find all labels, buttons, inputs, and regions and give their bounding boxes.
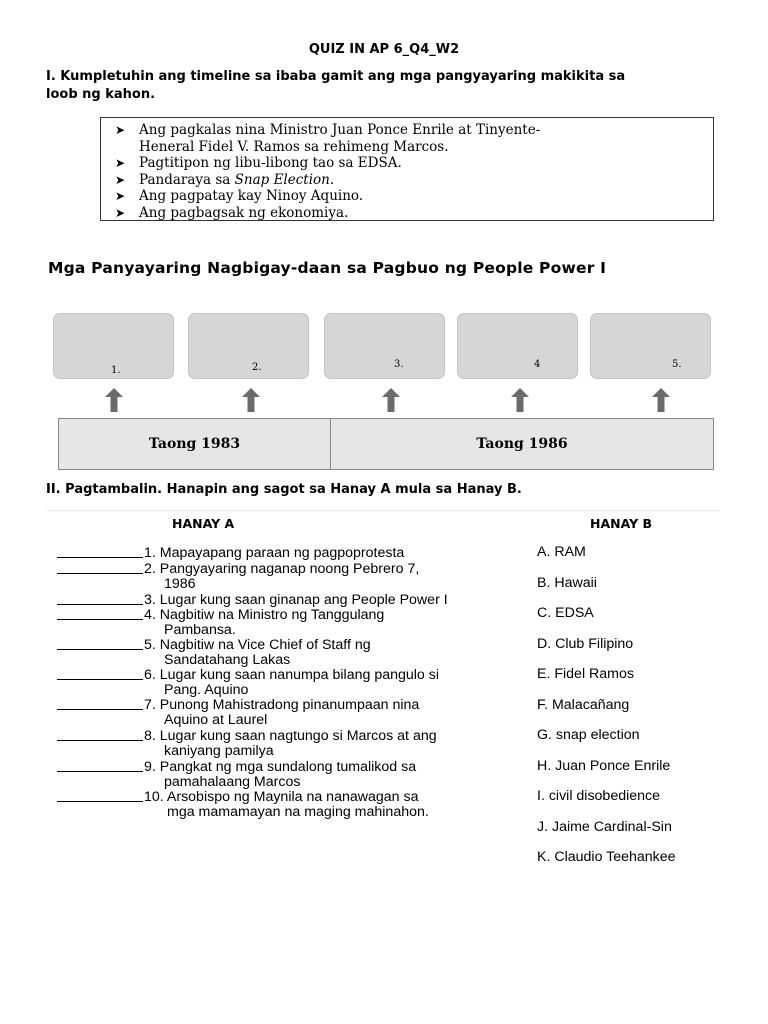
question-line1: 2. Pangyayaring naganap noong Pebrero 7, — [144, 561, 420, 577]
hanay-b-header: HANAY B — [590, 516, 653, 531]
timeline-box-3[interactable] — [324, 313, 445, 379]
question-line2: Pang. Aquino — [164, 682, 249, 698]
timeline-title: Mga Panyayaring Nagbigay-daan sa Pagbuo ng People Power I — [48, 259, 607, 277]
answer-option-h: H. Juan Ponce Enrile — [537, 758, 671, 774]
answer-blank[interactable] — [57, 790, 143, 802]
question-line1: 9. Pangkat ng mga sundalong tumalikod sa — [144, 759, 417, 775]
up-arrow-icon — [242, 388, 260, 412]
question-text — [144, 593, 516, 608]
choice-prefix: Pandaraya sa — [139, 171, 235, 188]
answer-option-c: C. EDSA — [537, 605, 594, 621]
choice-item — [115, 122, 705, 155]
question-line1: 3. Lugar kung saan ginanap ang People Power I — [144, 592, 448, 608]
answer-option-b: B. Hawaii — [537, 575, 597, 591]
question-item — [57, 667, 517, 698]
question-text — [144, 608, 516, 638]
answer-option-i: I. civil disobedience — [537, 788, 661, 804]
arrowhead-bullet-icon: ➤ — [115, 156, 126, 170]
timeline-box-2[interactable] — [188, 313, 309, 379]
question-item — [57, 728, 517, 759]
choice-text-line1: Ang pagkalas nina Ministro Juan Ponce Enrile at Tinyente- — [139, 122, 541, 138]
question-line1: 6. Lugar kung saan nanumpa bilang pangulo si — [144, 667, 440, 683]
question-text — [144, 790, 516, 820]
divider — [46, 510, 720, 511]
question-line1: 10. Arsobispo ng Maynila na nanawagan sa — [144, 789, 419, 805]
timeline-box-number: 2. — [252, 362, 262, 373]
choice-item — [115, 188, 705, 205]
choice-item — [115, 155, 705, 172]
part1-instruction-line2: loob ng kahon. — [46, 87, 156, 102]
question-text — [144, 546, 516, 561]
year-1986: Taong 1986 — [476, 436, 568, 452]
timeline-box-number: 5. — [672, 359, 682, 370]
choice-suffix: . — [329, 171, 335, 188]
question-line1: 5. Nagbitiw na Vice Chief of Staff ng — [144, 637, 371, 653]
choice-text-line2: Heneral Fidel V. Ramos sa rehimeng Marcos. — [139, 138, 449, 155]
choice-text: Ang pagbagsak ng ekonomiya. — [139, 204, 349, 221]
answer-blank[interactable] — [57, 562, 143, 574]
quiz-title: QUIZ IN AP 6_Q4_W2 — [308, 42, 460, 57]
answer-blank[interactable] — [57, 546, 143, 558]
question-line2: kaniyang pamilya — [164, 743, 274, 759]
answer-blank[interactable] — [57, 608, 143, 620]
answer-option-j: J. Jaime Cardinal-Sin — [537, 819, 672, 835]
timeline-box-5[interactable] — [590, 313, 711, 379]
question-item — [57, 637, 517, 668]
question-line1: 4. Nagbitiw na Ministro ng Tanggulang — [144, 607, 385, 623]
answer-option-a: A. RAM — [537, 544, 586, 560]
question-text — [144, 760, 516, 790]
question-line2: Aquino at Laurel — [164, 712, 268, 728]
question-line1: 1. Mapayapang paraan ng pagpoprotesta — [144, 545, 405, 561]
part2-instruction: II. Pagtambalin. Hanapin ang sagot sa Hanay A mula sa Hanay B. — [46, 482, 522, 497]
year-1983: Taong 1983 — [59, 419, 331, 469]
up-arrow-icon — [105, 388, 123, 412]
answer-blank[interactable] — [57, 668, 143, 680]
question-line2: Pambansa. — [164, 622, 236, 638]
answer-option-k: K. Claudio Teehankee — [537, 849, 676, 865]
timeline-box-number: 1. — [111, 365, 121, 376]
question-text — [144, 698, 516, 728]
answer-blank[interactable] — [57, 729, 143, 741]
up-arrow-icon — [382, 388, 400, 412]
arrowhead-bullet-icon: ➤ — [115, 123, 126, 137]
question-line1: 8. Lugar kung saan nagtungo si Marcos at ang — [144, 728, 437, 744]
question-line2: Sandatahang Lakas — [164, 652, 291, 668]
answer-blank[interactable] — [57, 638, 143, 650]
question-text — [144, 638, 516, 668]
question-line2: 1986 — [164, 576, 196, 592]
arrowhead-bullet-icon: ➤ — [115, 172, 126, 187]
choice-text: Pagtitipon ng libu-libong tao sa EDSA. — [139, 155, 402, 171]
choices-box — [100, 117, 714, 221]
question-text — [144, 562, 516, 592]
choice-italic: Snap Election — [234, 171, 330, 188]
part1-instruction — [46, 68, 706, 104]
question-item — [57, 607, 517, 638]
arrowhead-bullet-icon: ➤ — [115, 205, 126, 220]
question-item — [57, 546, 517, 562]
timeline-box-1[interactable] — [53, 313, 174, 379]
up-arrow-icon — [511, 388, 529, 412]
question-text — [144, 729, 516, 759]
question-line2: mga mamamayan na maging mahinahon. — [167, 804, 429, 820]
up-arrow-icon — [652, 388, 670, 412]
answer-option-e: E. Fidel Ramos — [537, 666, 634, 682]
question-line1: 7. Punong Mahistradong pinanumpaan nina — [144, 697, 420, 713]
timeline-box-number: 4 — [534, 359, 541, 370]
question-item — [57, 789, 517, 820]
choice-item — [115, 204, 705, 222]
question-item — [57, 759, 517, 790]
question-text — [144, 668, 516, 698]
timeline-box-4[interactable] — [457, 313, 578, 379]
choice-item — [115, 171, 705, 189]
part1-instruction-line1: I. Kumpletuhin ang timeline sa ibaba gamit ang mga pangyayaring makikita sa — [46, 69, 626, 84]
answer-option-f: F. Malacañang — [537, 697, 630, 713]
question-item — [57, 561, 517, 592]
question-line2: pamahalaang Marcos — [164, 774, 301, 790]
timeline-box-number: 3. — [394, 359, 404, 370]
choice-text: Ang pagpatay kay Ninoy Aquino. — [139, 188, 364, 204]
question-item — [57, 697, 517, 728]
choice-text — [139, 172, 705, 189]
answer-option-d: D. Club Filipino — [537, 636, 634, 652]
answer-blank[interactable] — [57, 760, 143, 772]
answer-option-g: G. snap election — [537, 727, 640, 743]
answer-blank[interactable] — [57, 593, 143, 605]
timeline-years-bar — [58, 418, 714, 470]
arrowhead-bullet-icon: ➤ — [115, 189, 126, 203]
answer-blank[interactable] — [57, 698, 143, 710]
hanay-a-header: HANAY A — [172, 516, 235, 531]
